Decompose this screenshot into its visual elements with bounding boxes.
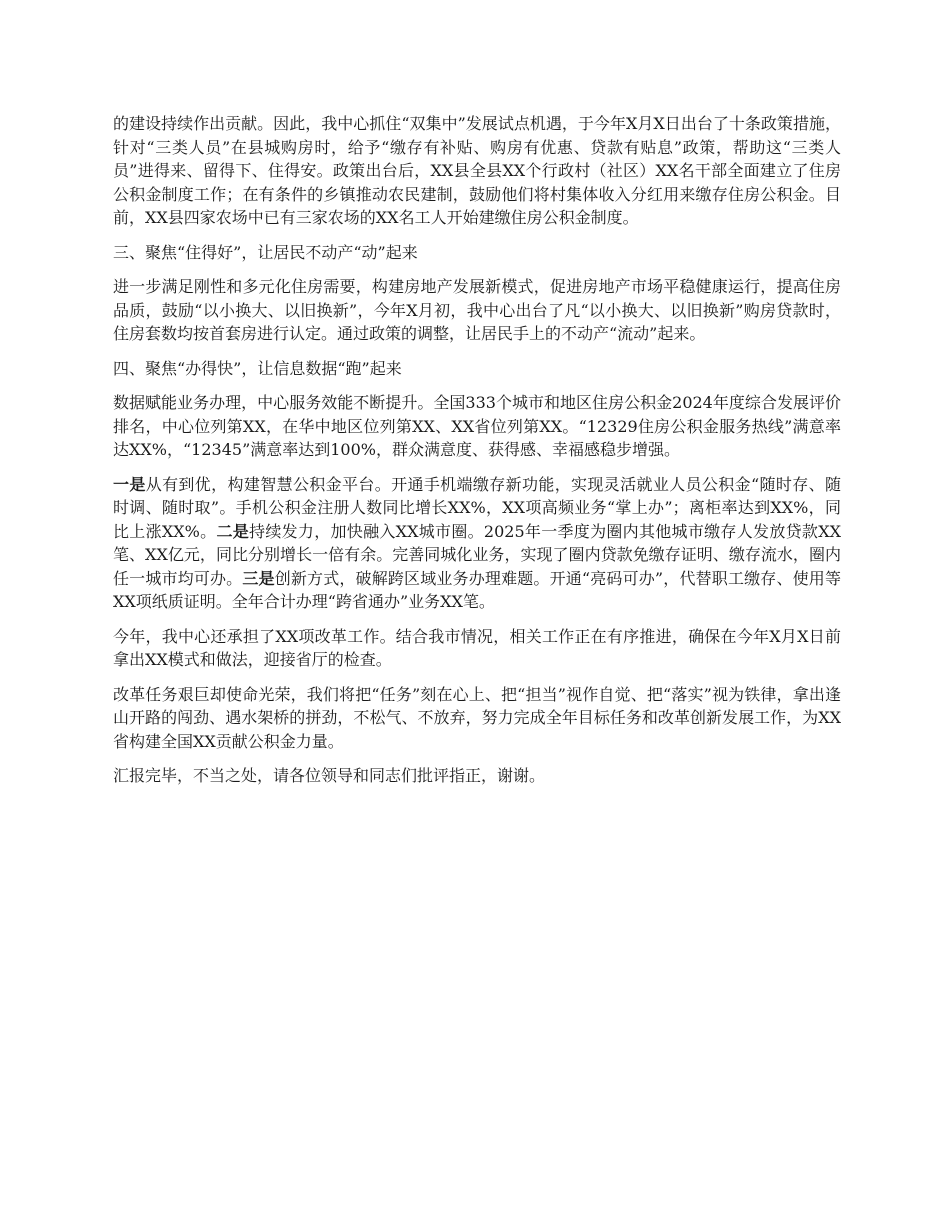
paragraph-closing: 汇报完毕，不当之处，请各位领导和同志们批评指正，谢谢。 [113,766,546,785]
measure-2-text: 持续发力，加快融入XX城市圈。2025年一季度为圈内其他城市缴存人发放贷款XX笔、XX亿元，同比分别增长一倍有余。完善同城化业务，实现了圈内贷款免缴存证明、缴存流水，圈内任一城市均可办。 [113,521,841,588]
measure-3-text: 创新方式，破解跨区域业务办理难题。开通“亮码可办”，代替职工缴存、使用等XX项纸质证明。全年合计办理“跨省通办”业务XX笔。 [113,568,841,611]
measure-1-text: 从有到优，构建智慧公积金平台。开通手机端缴存新功能，实现灵活就业人员公积金“随时存、随时调、随时取”。手机公积金注册人数同比增长XX%，XX项高频业务“掌上办”；离柜率达到XX%，同比上涨XX%。 [113,474,841,541]
section-heading-3: 三、聚焦“住得好”，让居民不动产“动”起来 [113,242,418,262]
paragraph-commitment: 改革任务艰巨却使命光荣，我们将把“任务”刻在心上、把“担当”视作自觉、把“落实”视为铁律，拿出逢山开路的闯劲、遇水架桥的拼劲，不松气、不放弃，努力完成全年目标任务和改革创新发展工作，为XX省构建全国XX贡献公积金力量。 [113,684,841,751]
measure-2-label: 二是 [216,521,250,541]
paragraph-housing-needs: 进一步满足刚性和多元化住房需要，构建房地产发展新模式，促进房地产市场平稳健康运行，提高住房品质，鼓励“以小换大、以旧换新”，今年X月初，我中心出台了凡“以小换大、以旧换新”购房贷款时，住房套数均按首套房进行认定。通过政策的调整，让居民手上的不动产“流动”起来。 [113,277,841,343]
measure-1-label: 一是 [113,474,146,494]
paragraph-data-empowerment: 数据赋能业务办理，中心服务效能不断提升。全国333个城市和地区住房公积金2024年度综合发展评价排名，中心位列第XX，在华中地区位列第XX、XX省位列第XX。“12329住房公积金服务热线”满意率达XX%，“12345”满意率达到100%，群众满意度、获得感、幸福感稳步增强。 [113,393,841,459]
document-page [113,112,841,799]
section-heading-4: 四、聚焦“办得快”，让信息数据“跑”起来 [113,358,402,378]
paragraph-three-measures [113,473,841,614]
measure-3-label: 三是 [242,568,275,588]
paragraph-reform-work: 今年，我中心还承担了XX项改革工作。结合我市情况，相关工作正在有序推进，确保在今年X月X日前拿出XX模式和做法，迎接省厅的检查。 [113,626,841,669]
paragraph-policy-measures: 的建设持续作出贡献。因此，我中心抓住“双集中”发展试点机遇，于今年X月X日出台了十条政策措施，针对“三类人员”在县城购房时，给予“缴存有补贴、购房有优惠、贷款有贴息”政策，帮助这“三类人员”进得来、留得下、住得安。政策出台后，XX县全县XX个行政村（社区）XX名干部全面建立了住房公积金制度工作；在有条件的乡镇推动农民建制，鼓励他们将村集体收入分红用来缴存住房公积金。目前，XX县四家农场中已有三家农场的XX名工人开始建缴住房公积金制度。 [113,114,841,227]
